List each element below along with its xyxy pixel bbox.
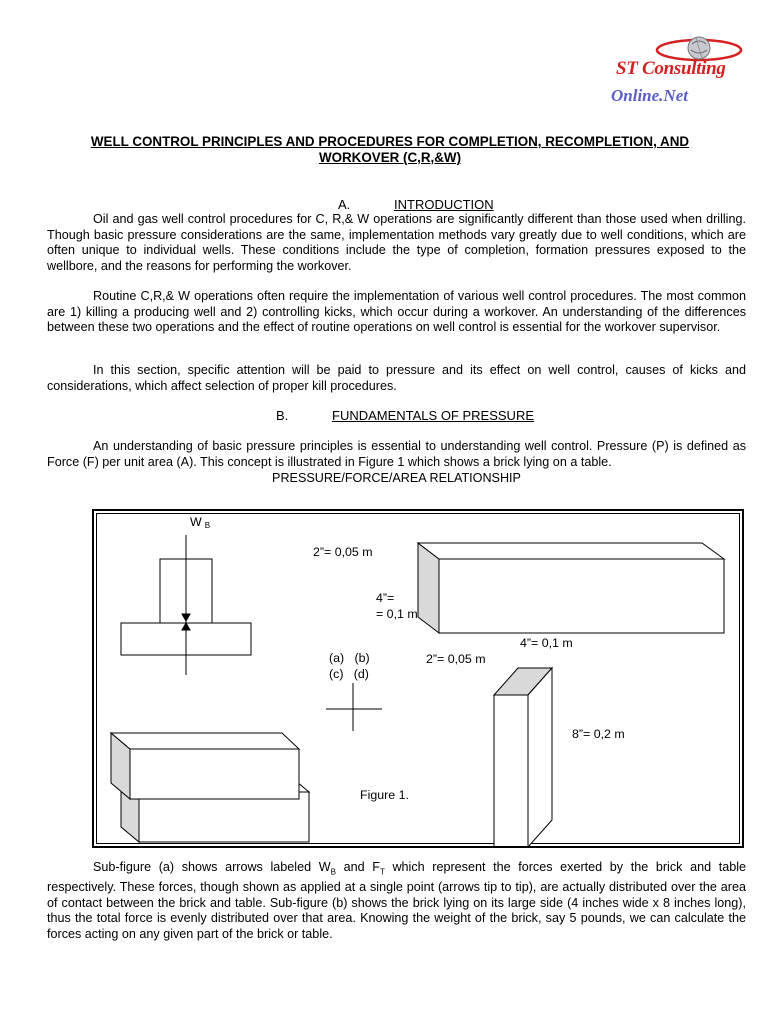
closing-text-start: Sub-figure (a) shows arrows labeled W — [93, 860, 331, 874]
dimension-top-label: 2”= 0,05 m — [313, 545, 373, 559]
pressure-paragraph: An understanding of basic pressure principles is essential to understanding well control. Pressure (P) is defined as Force (F) per unit area (A). This concept is illustrated in Figure 1 which shows a brick lying on a table. — [47, 439, 746, 469]
intro-paragraph-1: Oil and gas well control procedures for C, R,& W operations are significantly different than those used when drilling. Though basic pressure considerations are the same, implementation methods vary greatly due to well conditions, which are often unique to individual wells. These conditions include the type of completion, formation pressures exposed to the wellbore, and the reasons for performing the workover. — [47, 212, 746, 273]
section-a-title: INTRODUCTION — [394, 197, 494, 212]
section-a-letter: A. — [338, 197, 351, 212]
section-a-heading — [338, 197, 494, 213]
weight-subscript: B — [204, 521, 211, 530]
dimension-8in-label: 8”= 0,2 m — [572, 727, 625, 741]
closing-subscript-b: B — [330, 867, 336, 877]
figure-caption: Figure 1. — [360, 788, 409, 802]
figure-heading: PRESSURE/FORCE/AREA RELATIONSHIP — [272, 471, 521, 485]
closing-text-mid: and F — [335, 860, 380, 874]
weight-label — [190, 515, 210, 533]
logo-line-1: ST Consulting — [616, 58, 726, 79]
dimension-right-label: 4”= 0,1 m — [520, 636, 573, 650]
legend-row-2: (c) (d) — [329, 667, 369, 681]
closing-paragraph — [47, 860, 746, 942]
figure-1 — [92, 509, 744, 848]
section-b-title: FUNDAMENTALS OF PRESSURE — [332, 408, 535, 423]
weight-symbol: W — [190, 515, 202, 529]
subfigure-d — [494, 668, 552, 846]
document-title: WELL CONTROL PRINCIPLES AND PROCEDURES FOR COMPLETION, RECOMPLETION, AND WORKOVER (C,R,&W) — [90, 134, 690, 165]
intro-paragraph-3: In this section, specific attention will be paid to pressure and its effect on well control, causes of kicks and considerations, which affect selection of proper kill procedures. — [47, 363, 746, 393]
dimension-4in-line2: = 0,1 m — [376, 607, 418, 621]
logo-line-2: Online.Net — [611, 86, 688, 105]
dimension-mid-label: 2”= 0,05 m — [426, 652, 486, 666]
section-b-letter: B. — [276, 408, 289, 423]
closing-text-rest: which represent the forces exerted by the brick and table respectively. These forces, though shown as applied at a single point (arrows tip to tip), are actually distributed over the area of contact between the brick and table. Sub-figure (b) shows the brick lying on its large side (4 inches wide x 8 inches long), thus the total force is evenly distributed over that area. Knowing the weight of the brick, say 5 pounds, we can calculate the forces acting on any given part of the brick or table. — [47, 860, 747, 941]
subfigure-a — [121, 535, 251, 675]
subfigure-c — [111, 733, 309, 842]
legend-row-1: (a) (b) — [329, 651, 370, 665]
company-logo — [596, 30, 756, 110]
closing-subscript-t: T — [379, 867, 385, 877]
subfigure-b — [418, 543, 724, 633]
center-cross — [326, 683, 382, 731]
intro-paragraph-2: Routine C,R,& W operations often require the implementation of various well control procedures. The most common are 1) killing a producing well and 2) controlling kicks, which occur during a workover. An understanding of the differences between these two operations and the effect of routine operations on well control is essential for the workover supervisor. — [47, 289, 746, 335]
dimension-4in-line1: 4”= — [376, 591, 395, 605]
figure-drawing — [94, 511, 742, 846]
section-b-heading — [276, 408, 534, 424]
